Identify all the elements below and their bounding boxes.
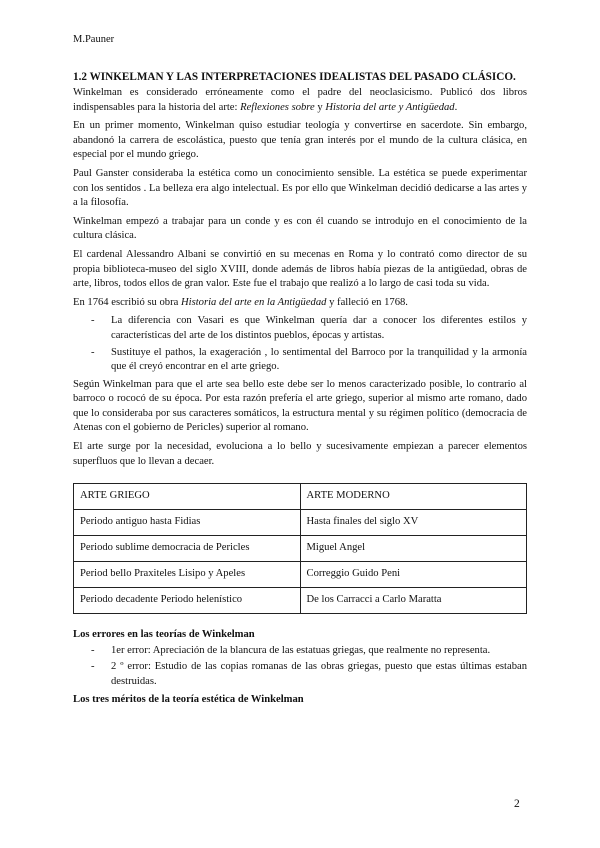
table-cell: Hasta finales del siglo XV xyxy=(300,510,527,536)
list-item xyxy=(73,314,527,343)
dash-marker: - xyxy=(91,315,95,327)
art-periods-table xyxy=(73,483,527,614)
table-cell: Periodo sublime democracia de Pericles xyxy=(74,536,301,562)
paragraph-early-life: En un primer momento, Winkelman quiso estudiar teología y convertirse en sacerdote. Sin embargo, abandonó la carrera de escolástica, puesto que tenía gran interés por el mundo de la cultura clásica, en especial por el mundo griego. xyxy=(73,120,527,161)
book-title-historia: Historia del arte y Antigüedad xyxy=(325,101,455,113)
table-row xyxy=(74,536,527,562)
paragraph-1764-end: y falleció en 1768. xyxy=(326,296,408,308)
dash-marker: - xyxy=(91,346,95,358)
merits-heading: Los tres méritos de la teoría estética de Winkelman xyxy=(73,693,304,705)
table-row xyxy=(74,510,527,536)
table-cell: De los Carracci a Carlo Maratta xyxy=(300,588,527,614)
paragraph-conde: Winkelman empezó a trabajar para un conde y es con él cuando se introdujo en el conocimiento de la cultura clásica. xyxy=(73,215,527,242)
paragraph-intro-text: Winkelman es considerado erróneamente como el padre del neoclasicismo. Publicó dos libros indispensables para la historia del arte: xyxy=(73,87,527,113)
table-row xyxy=(74,562,527,588)
table-header-cell: ARTE MODERNO xyxy=(300,484,527,510)
paragraph-evolution: El arte surge por la necesidad, evoluciona a lo bello y sucesivamente empiezan a parecer elementos superfluos que lo llevan a decaer. xyxy=(73,441,527,467)
page-header-author: M.Pauner xyxy=(73,34,115,45)
dash-marker: - xyxy=(91,644,95,656)
paragraph-1764-start: En 1764 escribió su obra xyxy=(73,296,181,308)
paragraph-albani: El cardenal Alessandro Albani se convirtió en su mecenas en Roma y lo contrató como director de su propia biblioteca-museo del siglo XVIII, donde además de libros había piezas de la antigüedad, obras de arte, libros, todos ellos de gran valor. Este fue el trabajo que realizó a lo largo de casi toda su vida. xyxy=(73,248,527,290)
list-item-text: 2 º error: Estudio de las copias romanas de las obras griegas, puesto que estas últimas estaban destruidas. xyxy=(111,661,527,688)
table-row xyxy=(74,588,527,614)
list-item-text: La diferencia con Vasari es que Winkelman quería dar a conocer los diferentes estilos y características del arte de los distintos pueblos, épocas y artistas. xyxy=(111,315,527,341)
page-number: 2 xyxy=(514,798,520,810)
paragraph-beauty: Según Winkelman para que el arte sea bello este debe ser lo menos caracterizado posible, lo contrario al barroco o rococó de su época. Por esta razón prefería el arte griego, superior al mismo arte romano, dado que lo consideraba por sus caracteres somáticos, la estructura mental y su régimen político (democracia de Atenas con el gobierno de Pericles) superior al romano. xyxy=(73,378,527,434)
table-cell: Periodo decadente Periodo helenístico xyxy=(74,588,301,614)
conjunction: y xyxy=(314,101,326,113)
table-cell: Periodo antiguo hasta Fidias xyxy=(74,510,301,536)
dash-marker: - xyxy=(91,661,95,673)
bullet-list-errors xyxy=(73,644,527,690)
list-item xyxy=(73,346,527,375)
list-item xyxy=(73,660,527,689)
period: . xyxy=(454,101,458,113)
paragraph-1764 xyxy=(73,296,527,311)
paragraph-intro xyxy=(73,86,527,115)
table-cell: Period bello Praxiteles Lisipo y Apeles xyxy=(74,562,301,588)
list-item-text: 1er error: Apreciación de la blancura de las estatuas griegas, que realmente no representa. xyxy=(111,644,491,656)
list-item-text: Sustituye el pathos, la exageración , lo sentimental del Barroco por la tranquilidad y la armonía que él creyó encontrar en el arte griego. xyxy=(111,346,527,373)
paragraph-ganster: Paul Ganster consideraba la estética como un conocimiento sensible. La estética se puede experimentar con los sentidos . La belleza era algo intelectual. Es por ello que Winkelman decidió dedicarse a las artes y a la filosofía. xyxy=(73,167,527,209)
document-body xyxy=(73,70,527,708)
errors-heading: Los errores en las teorías de Winkelman xyxy=(73,629,255,641)
book-title-reflexiones: Reflexiones sobre xyxy=(240,101,315,113)
book-title-antiguedad: Historia del arte en la Antigüedad xyxy=(180,296,327,308)
list-item xyxy=(73,644,527,659)
table-header-row xyxy=(74,484,527,510)
table-header-cell: ARTE GRIEGO xyxy=(74,484,301,510)
table-cell: Correggio Guido Peni xyxy=(300,562,527,588)
bullet-list-differences xyxy=(73,314,527,374)
table-cell: Miguel Angel xyxy=(300,536,527,562)
section-title: 1.2 WINKELMAN Y LAS INTERPRETACIONES IDEALISTAS DEL PASADO CLÁSICO. xyxy=(73,71,516,83)
